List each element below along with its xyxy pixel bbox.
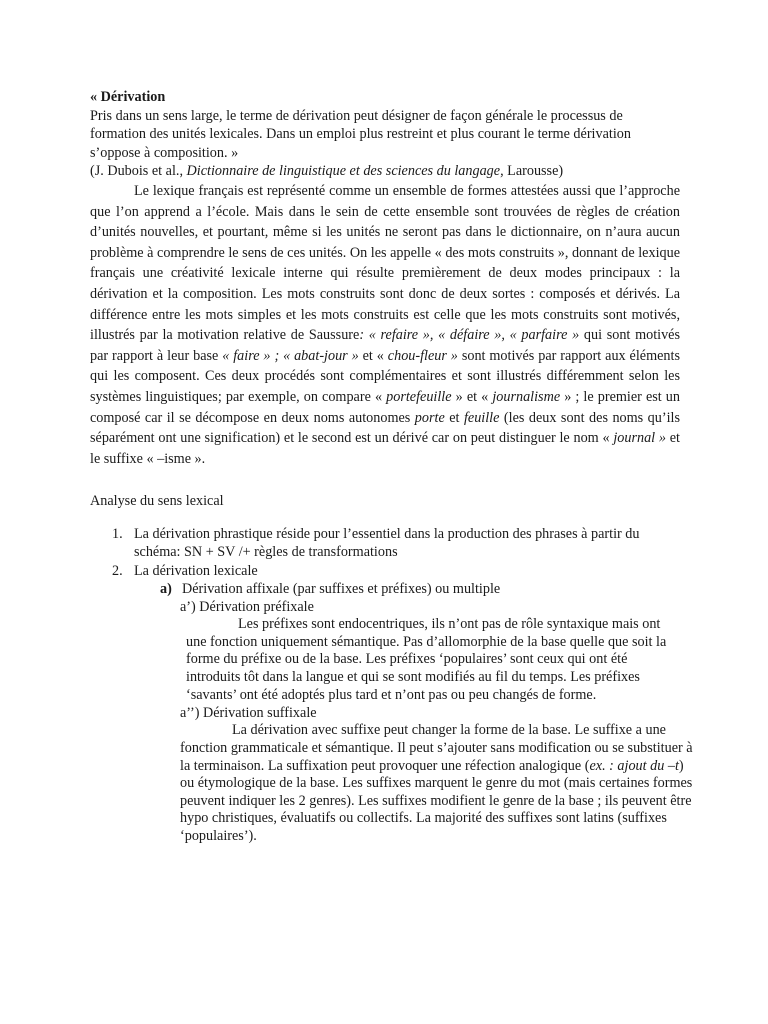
paragraph-example: chou-fleur » (387, 347, 458, 364)
citation-source-suffix: , Larousse) (500, 163, 564, 180)
suffix-body-text: ) ou étymologique de la base. Les suffixes marquent le genre du mot (mais certaines formes peuvent indiquer les 2 genres). Les suffixes modifient le genre de la base ; ils peuvent être hypo christiques, évaluatifs ou collectifs. La majorité des suffixes sont latins (suffixes ‘populaires’). (180, 757, 693, 845)
paragraph-example: « faire » ; « abat-jour » (222, 347, 359, 364)
suffix-body-example: ex. : ajout du –t (589, 757, 679, 774)
list-item-text: La dérivation lexicale (134, 562, 258, 579)
suffix-body (180, 722, 700, 845)
paragraph-text: Le lexique français est représenté comme un ensemble de formes attestées aussi que l’approche que l’on apprend a l’école. Mais dans le sein de cette ensemble sont trouvées de règles de création d’unités nouvelles, et pourtant, même si les unités ne seront pas dans le dictionnaire, on n’aura aucun problème à comprendre le sens de ces unités. On les appelle « des mots construits », donnant de lexique français une créativité lexicale interne qui résulte premièrement de deux modes principaux : la dérivation et la composition. Les mots construits sont donc de deux sortes : composés et dérivés. La différence entre les mots simples et les mots construits est celle que les mots construits sont motivés, illustrés par la motivation relative de Saussure (90, 182, 680, 344)
paragraph-example: journal » (613, 430, 666, 447)
numbered-list (90, 525, 680, 580)
paragraph-example: portefeuille (386, 388, 452, 405)
section-heading: Analyse du sens lexical (90, 493, 224, 510)
paragraph-text: sont motivés par rapport aux éléments qui les composent. Ces deux procédés sont complémentaires et sont illustrés différemment selon les systèmes linguistiques; par exemple, on compare « (90, 347, 680, 405)
suffix-title: a’’) Dérivation suffixale (180, 705, 317, 722)
list-number: 2. (112, 562, 123, 579)
sublist-text: Dérivation affixale (par suffixes et préfixes) ou multiple (182, 580, 501, 597)
citation-line-2: formation des unités lexicales. Dans un emploi plus restreint et plus courant le terme dérivation (90, 126, 631, 143)
paragraph-text: qui sont motivés par rapport à leur base (90, 327, 680, 364)
list-number: 1. (112, 526, 123, 543)
citation-source-book: Dictionnaire de linguistique et des sciences du langage (186, 163, 501, 180)
paragraph-example: feuille (463, 409, 500, 426)
paragraph-text: et le suffixe « –isme ». (90, 430, 680, 467)
citation-source-prefix: (J. Dubois et al., (90, 163, 187, 180)
paragraph-example: journalisme (492, 388, 561, 405)
citation-line-1: Pris dans un sens large, le terme de dérivation peut désigner de façon générale le processus de (90, 107, 623, 124)
paragraph-example: : « refaire », « défaire », « parfaire » (359, 327, 580, 344)
citation-block (90, 88, 680, 181)
citation-line-3: s’oppose à composition. » (90, 144, 239, 161)
paragraph-text: (les deux sont des noms qu’ils séparément ont une signification) et le second est un dérivé car on peut distinguer le nom « (90, 409, 680, 447)
paragraph-text: et « (358, 347, 388, 364)
list-item-text: La dérivation phrastique réside pour l’essentiel dans la production des phrases à partir du schéma: SN + SV /+ règles de transformations (134, 526, 640, 561)
list-item (90, 562, 680, 580)
paragraph-text: et (444, 409, 464, 426)
sublist-item-a (90, 580, 680, 598)
citation-title: « Dérivation (90, 89, 166, 105)
paragraph-text: » ; le premier est un composé car il se décompose en deux noms autonomes (90, 388, 680, 426)
document-body (90, 88, 693, 846)
citation-source (90, 162, 680, 181)
main-paragraph (90, 181, 680, 469)
prefix-body: Les préfixes sont endocentriques, ils n’ont pas de rôle syntaxique mais ont une fonction uniquement sémantique. Pas d’allomorphie de la base quelle que soit la forme du préfixe ou de la base. Les préfixes ‘populaires’ sont ceux qui ont été introduits tôt dans la langue et qui se sont modifiés au fil du temps. Les préfixes ‘savants’ ont été adoptés plus tard et n’ont pas ou peu changés de forme. (186, 616, 667, 703)
list-item (90, 525, 680, 561)
paragraph-example: porte (414, 409, 445, 426)
suffix-body-text: La dérivation avec suffixe peut changer la forme de la base. Le suffixe a une fonction grammaticale et sémantique. Il peut s’ajouter sans modification ou se substituer à la terminaison. La suffixation peut provoquer une réfection analogique ( (180, 722, 693, 774)
sublist-letter: a) (160, 580, 172, 597)
prefix-title: a’) Dérivation préfixale (180, 599, 314, 616)
paragraph-text: » et « (451, 388, 493, 405)
